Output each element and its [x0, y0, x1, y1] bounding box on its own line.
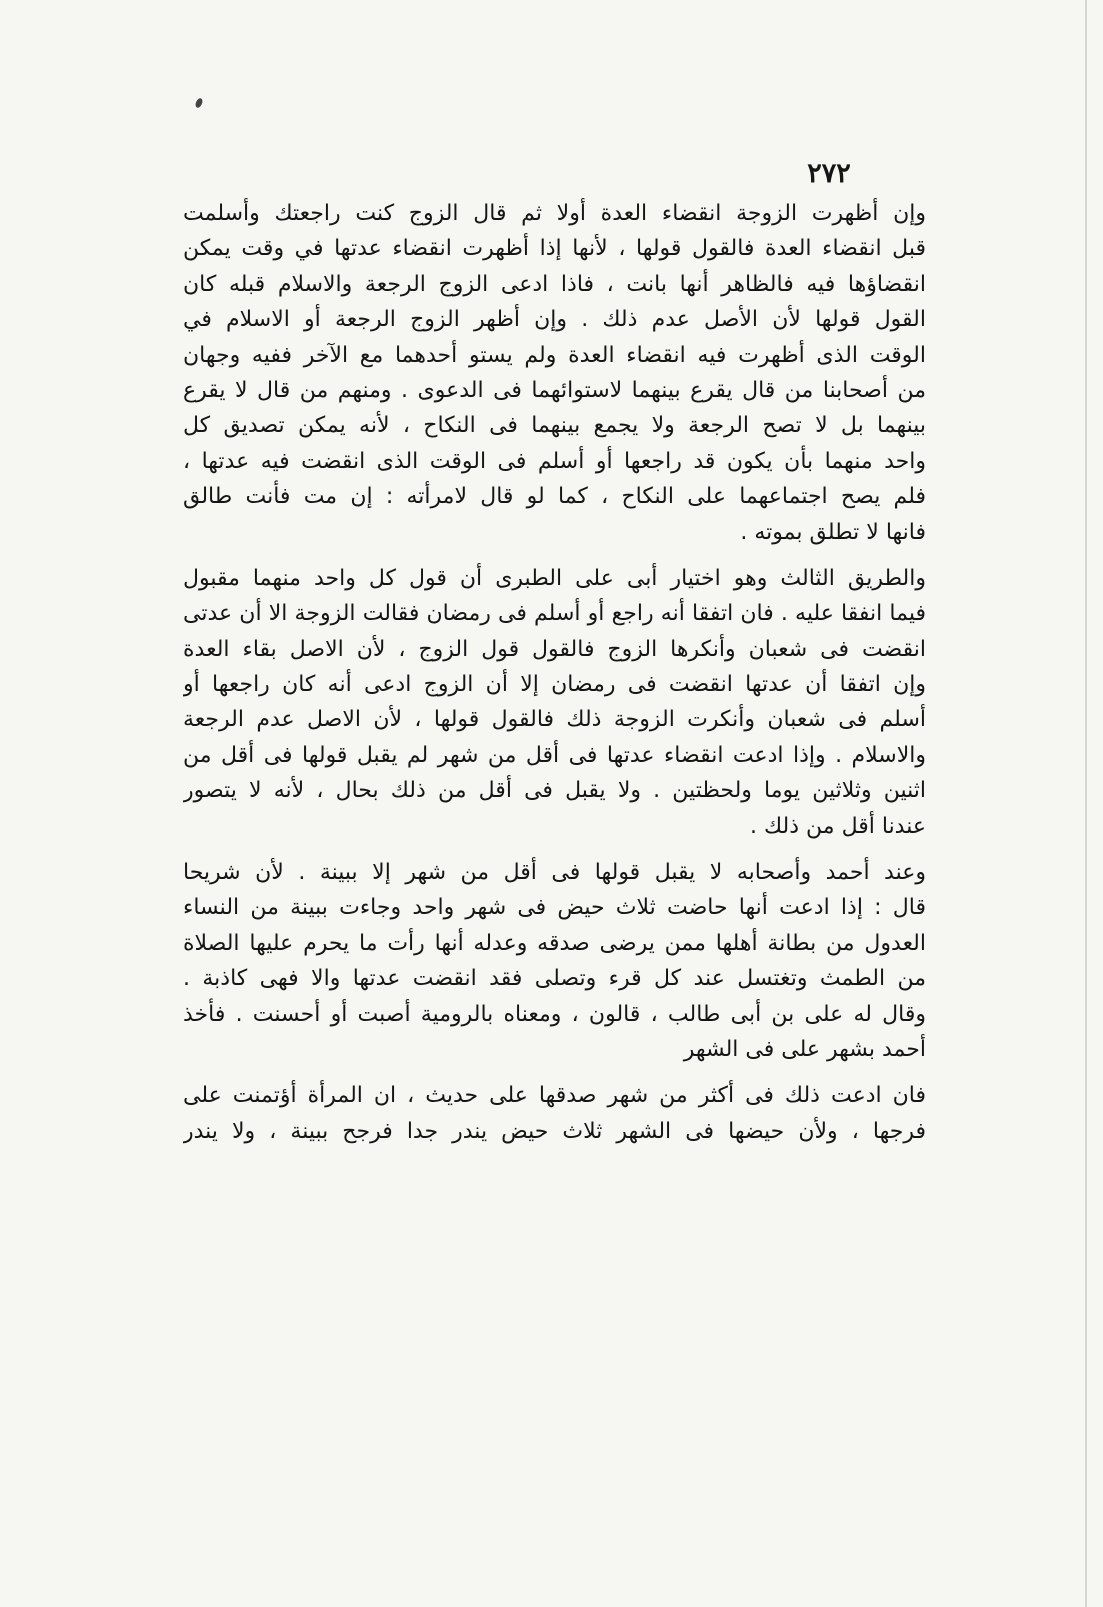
text-line: فان ادعت ذلك فى أكثر من شهر صدقها على حديث ، ان المرأة أؤتمنت على: [183, 1083, 926, 1109]
paragraph-spacing: [183, 1067, 926, 1078]
text-line: قبل انقضاء العدة فالقول قولها ، لأنها إذا أظهرت انقضاء عدتها في وقت يمكن: [183, 236, 926, 262]
text-line: أسلم فى شعبان وأنكرت الزوجة ذلك فالقول قولها ، لأن الاصل عدم الرجعة: [183, 707, 926, 733]
text-line: وعند أحمد وأصحابه لا يقبل قولها فى أقل من شهر إلا ببينة . لأن شريحا: [183, 860, 926, 886]
text-line: والاسلام . وإذا ادعت انقضاء عدتها فى أقل من شهر لم يقبل قولها فى أقل من: [183, 742, 926, 768]
paragraph-spacing: [183, 844, 926, 855]
text-line: من أصحابنا من قال يقرع بينهما لاستوائهما فى الدعوى . ومنهم من قال لا يقرع: [183, 377, 926, 403]
text-line: من الطمث وتغتسل عند كل قرء وتصلى فقد انقضت عدتها والا فهى كاذبة .: [183, 966, 926, 992]
text-line: اثنين وثلاثين يوما ولحظتين . ولا يقبل فى أقل من ذلك بحال ، لأنه لا يتصور: [183, 778, 926, 804]
text-line: انقضت فى شعبان وأنكرها الزوج فالقول قول الزوج ، لأن الاصل بقاء العدة: [183, 636, 926, 662]
page-number: ٢٧٢: [807, 158, 851, 189]
arabic-text-body: [183, 196, 926, 1149]
paragraph-spacing: [183, 550, 926, 561]
text-line: انقضاؤها فيه فالظاهر أنها بانت ، فاذا ادعى الزوج الرجعة والاسلام قبله كان: [183, 271, 926, 297]
text-line: فانها لا تطلق بموته .: [740, 519, 926, 545]
paragraph-3: [183, 855, 926, 1067]
text-line: والطريق الثالث وهو اختيار أبى على الطبرى أن قول كل واحد منهما مقبول: [183, 565, 926, 591]
text-line: فيما انفقا عليه . فان اتفقا أنه راجع أو أسلم فى رمضان فقالت الزوجة الا أن عدتى: [183, 601, 926, 627]
text-line: وإن أظهرت الزوجة انقضاء العدة أولا ثم قال الزوج كنت راجعتك وأسلمت: [183, 201, 926, 226]
paragraph-1: [183, 196, 926, 550]
text-line: قال : إذا ادعت أنها حاضت ثلاث حيض فى شهر واحد وجاءت ببينة من النساء: [183, 895, 926, 921]
text-line: واحد منهما بأن يكون قد راجعها أو أسلم فى الوقت الذى انقضت فيه عدتها ،: [183, 448, 926, 474]
text-line: عندنا أقل من ذلك .: [750, 813, 926, 839]
page-edge: [1085, 0, 1087, 1607]
text-line: العدول من بطانة أهلها ممن يرضى صدقه وعدله أنها رأت ما يحرم عليها الصلاة: [183, 930, 926, 956]
paragraph-2: [183, 561, 926, 844]
text-line: الوقت الذى أظهرت فيه انقضاء العدة ولم يستو أحدهما مع الآخر ففيه وجهان: [183, 342, 926, 368]
text-line: فرجها ، ولأن حيضها فى الشهر ثلاث حيض يندر جدا فرجح ببينة ، ولا يندر: [183, 1118, 926, 1144]
text-line: أحمد بشهر على فى الشهر: [683, 1036, 926, 1062]
text-line: فلم يصح اجتماعهما على النكاح ، كما لو قال لامرأته : إن مت فأنت طالق: [183, 484, 926, 510]
text-line: بينهما بل لا تصح الرجعة ولا يجمع بينهما فى النكاح ، لأنه يمكن تصديق كل: [183, 413, 926, 439]
paragraph-4: [183, 1078, 926, 1149]
text-line: القول قولها لأن الأصل عدم ذلك . وإن أظهر الزوج الرجعة أو الاسلام في: [183, 307, 926, 333]
ink-speck: [194, 97, 204, 109]
text-line: وإن اتفقا أن عدتها انقضت فى رمضان إلا أن الزوج ادعى أنه كان راجعها أو: [183, 672, 926, 698]
text-line: وقال له على بن أبى طالب ، قالون ، ومعناه بالرومية أصبت أو أحسنت . فأخذ: [183, 1001, 926, 1027]
